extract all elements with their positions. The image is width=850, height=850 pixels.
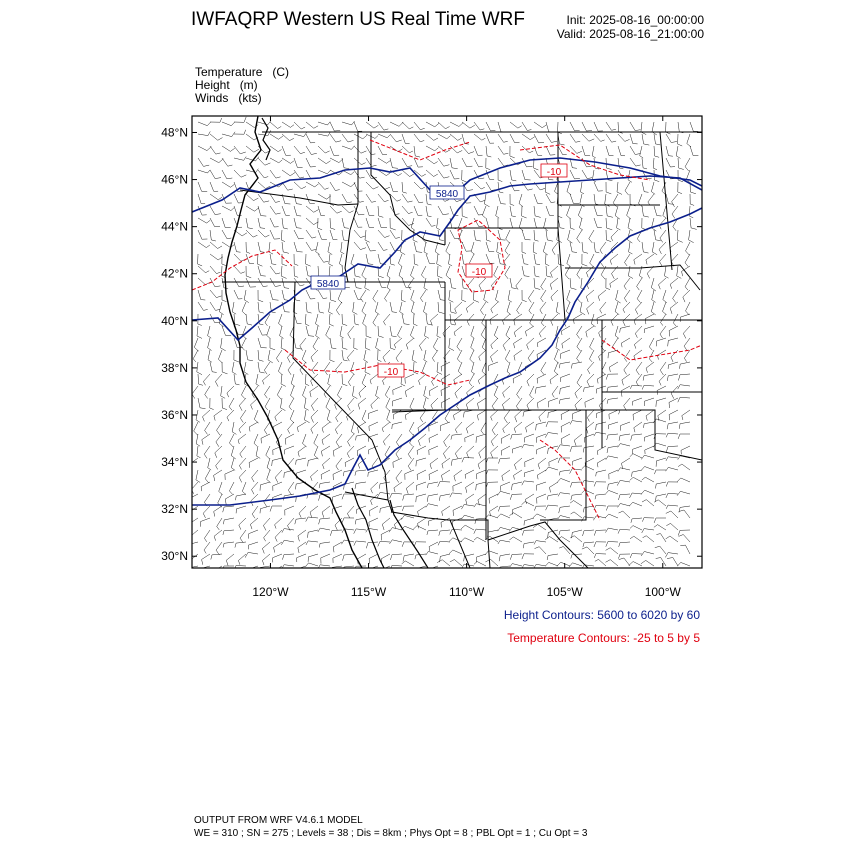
temp-label-c: -10 [383, 367, 399, 378]
temperature-contours-legend: Temperature Contours: -25 to 5 by 5 [507, 631, 700, 645]
field-temperature-label: Temperature (C) [195, 65, 290, 79]
lat-tick-label: 30°N [161, 549, 188, 564]
model-info-line2: WE = 310 ; SN = 275 ; Levels = 38 ; Dis = 8km ; Phys Opt = 8 ; PBL Opt = 1 ; Cu Opt = 3 [194, 828, 588, 839]
lat-tick-label: 32°N [161, 502, 188, 517]
valid-time: Valid: 2025-08-16_21:00:00 [556, 27, 704, 41]
temp-label-a: -10 [471, 267, 487, 278]
height-label-5840-b: 5840 [316, 279, 340, 290]
field-winds-label: Winds (kts) [195, 91, 262, 105]
lat-tick-label: 34°N [161, 455, 188, 470]
lon-tick-label: 115°W [350, 585, 387, 599]
lon-tick-label: 120°W [252, 585, 289, 599]
lat-tick-label: 38°N [161, 360, 188, 375]
height-contours-legend: Height Contours: 5600 to 6020 by 60 [503, 608, 700, 622]
init-time: Init: 2025-08-16_00:00:00 [566, 13, 704, 27]
temp-label-b: -10 [546, 167, 562, 178]
lon-tick-label: 105°W [546, 585, 583, 599]
height-label-5840-a: 5840 [435, 189, 459, 200]
lat-tick-label: 48°N [161, 125, 188, 140]
lat-tick-label: 46°N [161, 172, 188, 187]
model-info-line1: OUTPUT FROM WRF V4.6.1 MODEL [194, 815, 363, 826]
lat-tick-label: 36°N [161, 407, 188, 422]
field-height-label: Height (m) [195, 78, 258, 92]
plot-title: IWFAQRP Western US Real Time WRF [191, 9, 525, 30]
lon-tick-label: 110°W [448, 585, 485, 599]
lon-tick-label: 100°W [644, 585, 681, 599]
lat-tick-label: 44°N [161, 219, 188, 234]
lat-tick-label: 40°N [161, 313, 188, 328]
lat-tick-label: 42°N [161, 266, 188, 281]
